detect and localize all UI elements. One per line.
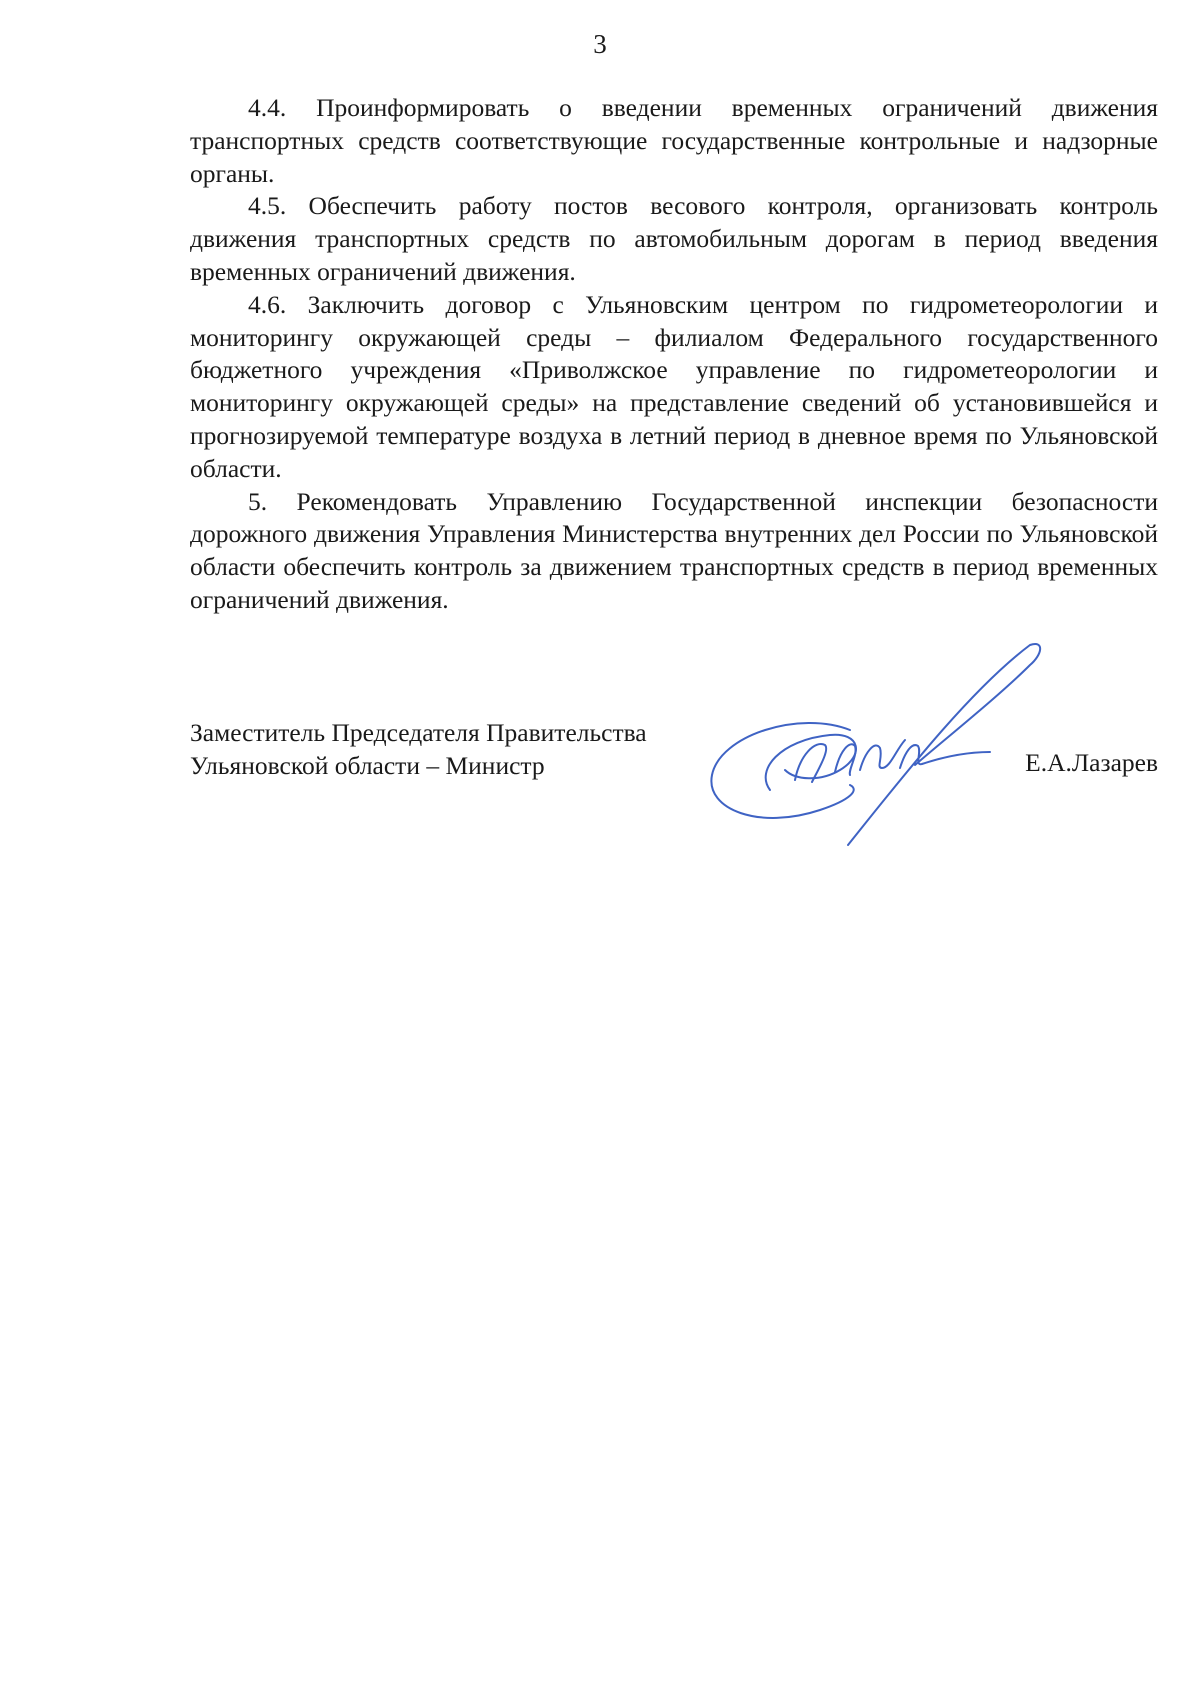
signer-title-line-2: Ульяновской области – Министр [190,751,545,780]
signer-title [190,716,647,782]
document-body [190,92,1158,617]
paragraph-4-5: 4.5. Обеспечить работу постов весового контроля, организовать контроль движения транспортных средств по автомобильным дорогам в период введения временных ограничений движения. [190,191,1158,286]
handwritten-signature [700,640,1080,860]
paragraph-5: 5. Рекомендовать Управлению Государственной инспекции безопасности дорожного движения Управления Министерства внутренних дел России по Ульяновской области обеспечить контроль за движением транспортных средств в период временных ограничений движения. [190,486,1158,614]
signer-title-line-1: Заместитель Председателя Правительства [190,718,647,747]
paragraph-4-4: 4.4. Проинформировать о введении временных ограничений движения транспортных средств соответствующие государственные контрольные и надзорные органы. [190,93,1158,188]
paragraph-4-6: 4.6. Заключить договор с Ульяновским центром по гидрометеорологии и мониторингу окружающей среды – филиалом Федерального государственного бюджетного учреждения «Приволжское управление по гидрометеорологии и мониторингу окружающей среды» на представление сведений об установившейся и прогнозируемой температуре воздуха в летний период в дневное время по Ульяновской области. [190,289,1158,483]
signer-name: Е.А.Лазарев [1025,748,1158,777]
page-number: 3 [593,29,607,59]
